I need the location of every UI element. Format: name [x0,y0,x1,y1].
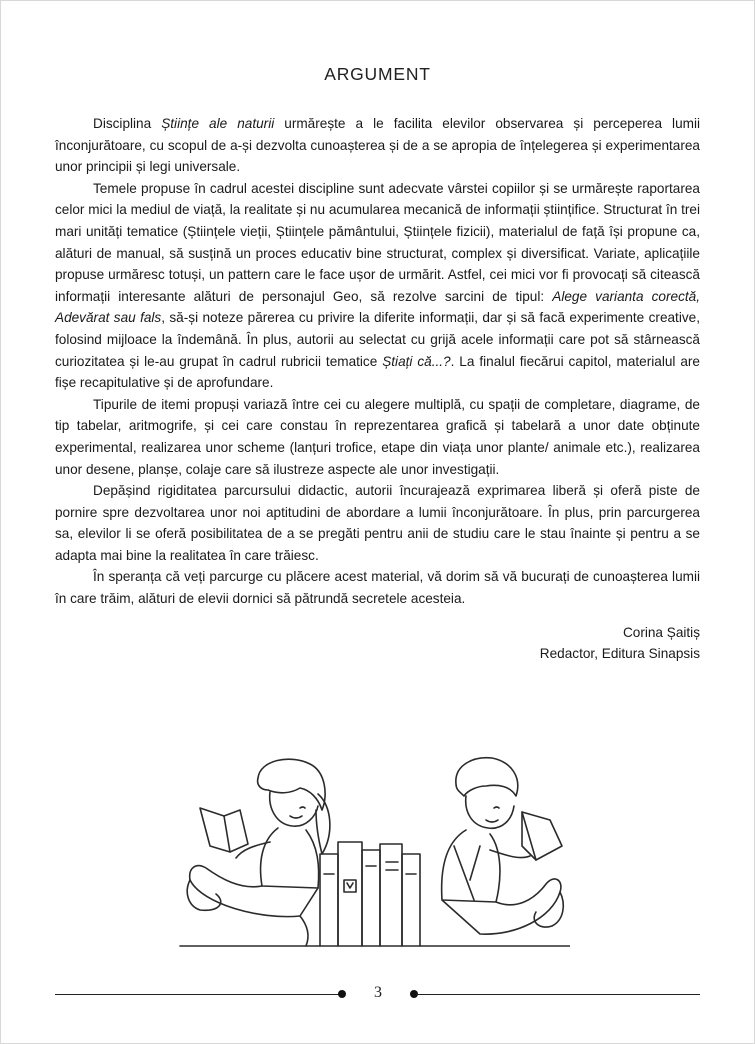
body-text [55,113,700,610]
text-run: Temele propuse în cadrul acestei discipline sunt adecvate vârstei copiilor și se urmărește raportarea celor mici la mediul de viață, la realitate și nu acumularea mecanică de informații științifice. Structurat în trei mari unități tematice (Științele vieții, Științele pământului, Științele fizicii), materialul de față își propune ca, alături de manual, să susțină un proces educativ bine structurat, complex și diversificat. Variate, aplicațiile propuse urmăresc totuși, un pattern care le face ușor de urmărit. Astfel, cei mici vor fi provocați să citească informații interesante alături de personajul Geo, să rezolve sarcini de tipul: [55,180,700,304]
girl-reading-figure [180,759,330,946]
page-title: ARGUMENT [324,64,431,84]
italic-text-run: Știați că...? [382,353,451,369]
boy-reading-figure [420,758,570,946]
text-run: Disciplina [93,116,162,131]
signature [540,622,700,664]
footer-dot-left [338,990,346,998]
page-number: 3 [374,984,382,1001]
paragraph [55,394,700,480]
text-run: Depășind rigiditatea parcursului didactic, autorii încurajează exprimarea liberă și oferă piste de pornire spre dezvoltarea unor noi aptitudini de abordare a lumii înconjurătoare. În plus, prin parcurgerea sa, elevilor li se oferă posibilitatea de a se pregăti pentru anii de studiu care le stau înainte și pentru a se adapta mai bine la realitatea în care trăiesc. [55,483,700,563]
text-run: . La finalul fiecărui capitol, materialul are fișe recapitulative și de aprofundare. [55,353,700,391]
italic-text-run: Științe ale naturii [161,116,275,131]
italic-text-run: Alege varianta corectă, Adevărat sau fals [55,288,700,326]
text-run: În speranța că veți parcurge cu plăcere acest material, vă dorim să vă bucurați de cunoașterea lumii în care trăim, alături de elevii dornici să pătrundă secretele acesteia. [55,569,700,607]
footer-rule-right [416,994,700,995]
paragraph [55,178,700,394]
text-run: Tipurile de itemi propuși variază între cei cu alegere multiplă, cu spații de completare, diagrame, de tip tabelar, aritmogrife, și cei care constau în reprezentarea grafică și tabelară a unor date obținute experimental, realizarea unor scheme (lanțuri trofice, etape din viața unor plante/ animale etc.), realizarea unor desene, planșe, colaje care să ilustreze aspecte ale unor investigații. [55,396,700,477]
footer-rule-left [55,994,342,995]
text-run: urmărește a le facilita elevilor observarea și perceperea lumii înconjurătoare, cu scopul de a-și dezvolta cunoașterea și de a se apropia de înțelegerea și experimentarea unor principii și legi universale. [55,116,701,175]
paragraph [55,113,700,178]
paragraph [55,480,700,566]
signature-name: Corina Șaitiș [622,625,700,640]
children-reading-illustration [150,750,570,960]
books-stack [320,842,420,946]
paragraph [55,566,700,609]
text-run: , să-și noteze părerea cu privire la diferite informații, dar și să facă experimente creative, folosind mijloace la îndemână. În plus, autorii au selectat cu grijă acele informații care pot să stârnească curiozitatea și le-au grupat în cadrul rubricii tematice [55,310,700,369]
signature-role: Redactor, Editura Sinapsis [539,646,700,661]
